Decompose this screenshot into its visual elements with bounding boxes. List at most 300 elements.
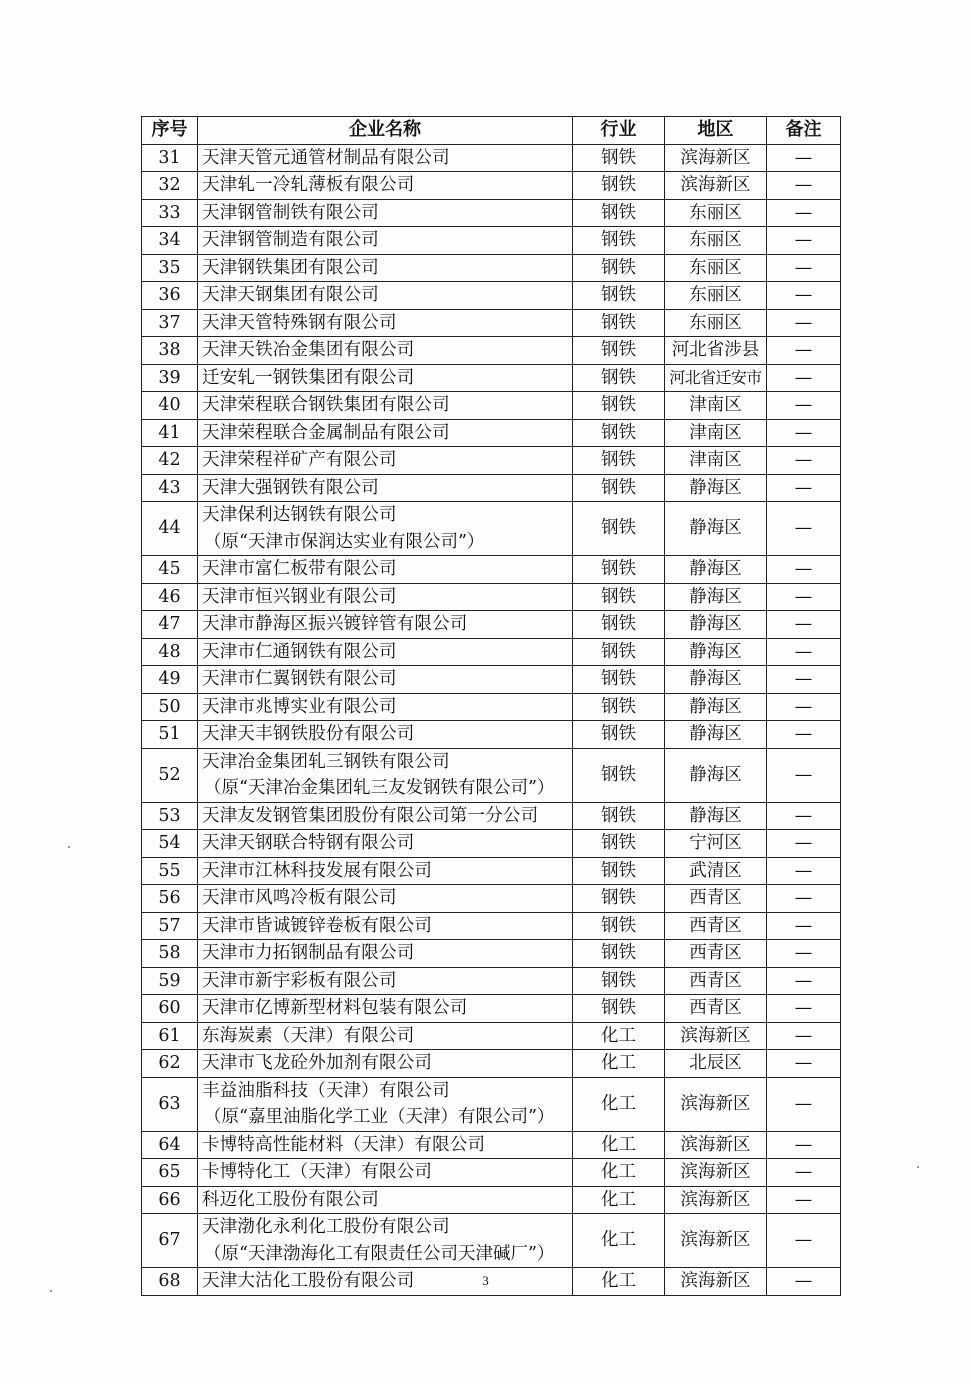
enterprise-name [198,1214,573,1268]
row-number: 47 [142,611,198,639]
region-cell [665,364,767,392]
table-row [142,254,841,282]
row-number: 37 [142,309,198,337]
scan-speck [917,1166,919,1168]
region-cell [665,1159,767,1187]
region-cell [665,857,767,885]
row-number: 48 [142,638,198,666]
enterprise-name [198,309,573,337]
region-text: 河北省迁安市 [669,367,762,387]
enterprise-name [198,172,573,200]
row-number: 42 [142,447,198,475]
note-cell: — [767,309,841,337]
industry-cell: 钢铁 [573,227,665,255]
enterprise-name [198,337,573,365]
enterprise-name [198,282,573,310]
enterprise-name-line: 天津市皆诚镀锌卷板有限公司 [202,915,433,936]
region-text: 东丽区 [689,230,742,250]
region-text: 静海区 [689,559,742,579]
note-cell: — [767,172,841,200]
row-number: 49 [142,666,198,694]
row-number: 61 [142,1022,198,1050]
region-text: 西青区 [689,943,742,963]
enterprise-name-line: 天津友发钢管集团股份有限公司第一分公司 [202,805,539,826]
region-cell [665,337,767,365]
region-text: 滨海新区 [680,1271,751,1291]
enterprise-name-line: 天津保利达钢铁有限公司 [202,505,397,525]
row-number: 60 [142,995,198,1023]
region-text: 静海区 [689,614,742,634]
note-cell: — [767,144,841,172]
row-number: 45 [142,556,198,584]
note-cell: — [767,857,841,885]
row-number: 57 [142,912,198,940]
table-row [142,967,841,995]
enterprise-name [198,502,573,556]
enterprise-table [141,116,841,1296]
table-row [142,1159,841,1187]
industry-cell: 钢铁 [573,857,665,885]
enterprise-name-line: 天津天铁冶金集团有限公司 [202,340,415,360]
table-row [142,502,841,556]
row-number: 68 [142,1268,198,1296]
region-cell [665,583,767,611]
region-cell [665,172,767,200]
enterprise-name-line: 丰益油脂科技（天津）有限公司 [202,1080,450,1101]
industry-cell: 钢铁 [573,556,665,584]
row-number: 39 [142,364,198,392]
region-text: 静海区 [689,805,742,826]
table-row [142,172,841,200]
enterprise-name [198,885,573,913]
note-cell: — [767,1077,841,1131]
table-row [142,693,841,721]
header-note: 备注 [767,117,841,145]
enterprise-name [198,830,573,858]
region-cell [665,1186,767,1214]
region-cell [665,611,767,639]
table-row [142,748,841,802]
region-cell [665,940,767,968]
industry-cell: 钢铁 [573,721,665,749]
note-cell: — [767,556,841,584]
note-cell: — [767,611,841,639]
row-number: 32 [142,172,198,200]
industry-cell: 钢铁 [573,474,665,502]
region-text: 东丽区 [689,285,742,305]
industry-cell: 化工 [573,1077,665,1131]
row-number: 62 [142,1050,198,1078]
table-row [142,1186,841,1214]
note-cell: — [767,419,841,447]
region-text: 津南区 [689,422,742,443]
table-body [142,144,841,1295]
row-number: 54 [142,830,198,858]
note-cell: — [767,693,841,721]
enterprise-name-line: 天津钢管制铁有限公司 [202,202,379,223]
table-row [142,1022,841,1050]
region-text: 滨海新区 [680,1189,751,1210]
enterprise-name-line: 天津市亿博新型材料包装有限公司 [202,998,468,1018]
enterprise-name-line: 天津冶金集团轧三钢铁有限公司 [202,751,450,772]
enterprise-name [198,144,573,172]
region-cell [665,144,767,172]
note-cell: — [767,748,841,802]
table-row [142,885,841,913]
region-text: 武清区 [689,860,742,881]
enterprise-name-line: 天津市仁翼钢铁有限公司 [202,669,397,689]
row-number: 35 [142,254,198,282]
table-header-row [142,117,841,145]
industry-cell: 钢铁 [573,254,665,282]
enterprise-name-line: 天津市力拓钢制品有限公司 [202,943,415,963]
row-number: 40 [142,392,198,420]
industry-cell: 钢铁 [573,995,665,1023]
region-text: 滨海新区 [680,1093,751,1114]
table-row [142,1131,841,1159]
table-row [142,611,841,639]
region-cell [665,1022,767,1050]
enterprise-name-line: 天津荣程祥矿产有限公司 [202,450,397,470]
scan-speck [68,846,70,848]
region-cell [665,830,767,858]
header-name: 企业名称 [198,117,573,145]
region-cell [665,556,767,584]
region-cell [665,502,767,556]
table-row [142,912,841,940]
note-cell: — [767,967,841,995]
region-text: 西青区 [689,915,742,936]
note-cell: — [767,254,841,282]
industry-cell: 钢铁 [573,693,665,721]
region-cell [665,227,767,255]
enterprise-name-line: 天津天钢集团有限公司 [202,285,379,305]
region-text: 津南区 [689,395,742,415]
region-text: 东丽区 [689,257,742,278]
industry-cell: 钢铁 [573,638,665,666]
row-number: 38 [142,337,198,365]
enterprise-name [198,693,573,721]
enterprise-name-line: 天津市风鸣冷板有限公司 [202,888,397,908]
enterprise-name-line: 天津市飞龙砼外加剂有限公司 [202,1053,433,1073]
enterprise-name-line: 天津轧一冷轧薄板有限公司 [202,175,415,195]
region-text: 滨海新区 [680,147,751,168]
enterprise-name-line: 天津市新宇彩板有限公司 [202,970,397,991]
enterprise-name-line: 天津荣程联合金属制品有限公司 [202,422,450,443]
region-text: 滨海新区 [680,175,751,195]
row-number: 63 [142,1077,198,1131]
enterprise-name-line: 天津渤化永利化工股份有限公司 [202,1217,450,1237]
enterprise-name-line: 天津市兆博实业有限公司 [202,696,397,717]
note-cell: — [767,1268,841,1296]
table-row [142,282,841,310]
row-number: 53 [142,802,198,830]
industry-cell: 钢铁 [573,144,665,172]
table-row [142,364,841,392]
row-number: 65 [142,1159,198,1187]
region-cell [665,254,767,282]
industry-cell: 化工 [573,1214,665,1268]
region-text: 津南区 [689,450,742,470]
table-row [142,1077,841,1131]
row-number: 51 [142,721,198,749]
enterprise-name-line: 天津市富仁板带有限公司 [202,559,397,579]
region-cell [665,666,767,694]
note-cell: — [767,885,841,913]
industry-cell: 钢铁 [573,666,665,694]
former-name-line: （原“嘉里油脂化学工业（天津）有限公司”） [204,1107,555,1127]
industry-cell: 钢铁 [573,419,665,447]
note-cell: — [767,364,841,392]
enterprise-name [198,638,573,666]
region-text: 宁河区 [689,833,742,853]
enterprise-name [198,474,573,502]
enterprise-name [198,1159,573,1187]
enterprise-name [198,802,573,830]
industry-cell: 钢铁 [573,940,665,968]
scan-speck [50,1290,52,1292]
industry-cell: 化工 [573,1131,665,1159]
enterprise-name-line: 天津市仁通钢铁有限公司 [202,641,397,662]
note-cell: — [767,721,841,749]
region-cell [665,802,767,830]
region-text: 静海区 [689,764,742,785]
table-row [142,857,841,885]
page-number: 3 [482,1273,489,1288]
enterprise-name [198,254,573,282]
enterprise-name-line: 天津天钢联合特钢有限公司 [202,833,415,853]
row-number: 58 [142,940,198,968]
industry-cell: 化工 [573,1268,665,1296]
industry-cell: 钢铁 [573,447,665,475]
enterprise-name-line: 天津大沽化工股份有限公司 [202,1271,415,1291]
enterprise-name-line: 卡博特化工（天津）有限公司 [202,1162,433,1182]
enterprise-name-line: 天津市恒兴钢业有限公司 [202,586,397,607]
former-name-line: （原“天津市保润达实业有限公司”） [204,531,485,552]
note-cell: — [767,1050,841,1078]
row-number: 46 [142,583,198,611]
enterprise-name-line: 天津大强钢铁有限公司 [202,477,379,498]
region-text: 滨海新区 [680,1025,751,1046]
region-cell [665,967,767,995]
industry-cell: 化工 [573,1159,665,1187]
enterprise-name [198,364,573,392]
note-cell: — [767,802,841,830]
note-cell: — [767,940,841,968]
industry-cell: 钢铁 [573,282,665,310]
note-cell: — [767,502,841,556]
row-number: 52 [142,748,198,802]
industry-cell: 化工 [573,1050,665,1078]
industry-cell: 钢铁 [573,199,665,227]
enterprise-name [198,447,573,475]
header-no: 序号 [142,117,198,145]
region-cell [665,1214,767,1268]
table-row [142,419,841,447]
region-cell [665,309,767,337]
enterprise-name [198,1050,573,1078]
enterprise-name-line: 天津市江林科技发展有限公司 [202,860,433,881]
note-cell: — [767,1131,841,1159]
row-number: 41 [142,419,198,447]
industry-cell: 化工 [573,1186,665,1214]
enterprise-name [198,912,573,940]
table-row [142,830,841,858]
note-cell: — [767,337,841,365]
former-name-line: （原“天津渤海化工有限责任公司天津碱厂”） [204,1243,555,1264]
region-text: 东丽区 [689,312,742,333]
region-cell [665,1077,767,1131]
region-cell [665,392,767,420]
table-row [142,309,841,337]
note-cell: — [767,666,841,694]
row-number: 50 [142,693,198,721]
region-cell [665,693,767,721]
note-cell: — [767,282,841,310]
header-region: 地区 [665,117,767,145]
region-text: 西青区 [689,888,742,908]
note-cell: — [767,912,841,940]
industry-cell: 钢铁 [573,337,665,365]
region-text: 静海区 [689,696,742,717]
industry-cell: 钢铁 [573,748,665,802]
enterprise-name [198,392,573,420]
enterprise-name-line: 迁安轧一钢铁集团有限公司 [202,367,415,388]
region-text: 北辰区 [689,1053,742,1073]
table-row [142,1050,841,1078]
table-row [142,940,841,968]
enterprise-name [198,227,573,255]
note-cell: — [767,392,841,420]
enterprise-name [198,857,573,885]
region-text: 滨海新区 [680,1162,751,1182]
region-text: 河北省涉县 [671,340,760,360]
table-row [142,1214,841,1268]
row-number: 59 [142,967,198,995]
enterprise-name [198,1077,573,1131]
enterprise-name [198,611,573,639]
enterprise-name [198,1022,573,1050]
enterprise-name [198,1131,573,1159]
region-text: 滨海新区 [680,1230,751,1251]
note-cell: — [767,1214,841,1268]
industry-cell: 钢铁 [573,611,665,639]
industry-cell: 钢铁 [573,583,665,611]
region-text: 滨海新区 [680,1134,751,1155]
header-industry: 行业 [573,117,665,145]
table-row [142,583,841,611]
enterprise-name-line: 天津钢铁集团有限公司 [202,257,379,278]
row-number: 44 [142,502,198,556]
region-cell [665,885,767,913]
region-cell [665,748,767,802]
table-row [142,556,841,584]
table-row [142,721,841,749]
region-cell [665,474,767,502]
enterprise-name [198,199,573,227]
enterprise-name-line: 天津天管元通管材制品有限公司 [202,147,450,168]
industry-cell: 钢铁 [573,802,665,830]
row-number: 66 [142,1186,198,1214]
enterprise-name [198,995,573,1023]
region-cell [665,1131,767,1159]
enterprise-name-line: 天津天管特殊钢有限公司 [202,312,397,333]
industry-cell: 钢铁 [573,912,665,940]
enterprise-name-line: 东海炭素（天津）有限公司 [202,1025,415,1046]
note-cell: — [767,199,841,227]
region-cell [665,282,767,310]
region-text: 静海区 [689,641,742,662]
note-cell: — [767,995,841,1023]
region-text: 静海区 [689,586,742,607]
note-cell: — [767,474,841,502]
region-text: 静海区 [689,477,742,498]
note-cell: — [767,1186,841,1214]
industry-cell: 钢铁 [573,502,665,556]
enterprise-name [198,666,573,694]
row-number: 34 [142,227,198,255]
region-text: 静海区 [689,724,742,744]
row-number: 33 [142,199,198,227]
region-text: 静海区 [689,518,742,539]
region-cell [665,721,767,749]
enterprise-name [198,419,573,447]
region-cell [665,638,767,666]
note-cell: — [767,1022,841,1050]
industry-cell: 钢铁 [573,830,665,858]
enterprise-name [198,556,573,584]
industry-cell: 钢铁 [573,364,665,392]
region-cell [665,419,767,447]
enterprise-name-line: 天津钢管制造有限公司 [202,230,379,250]
enterprise-name-line: 天津天丰钢铁股份有限公司 [202,724,415,744]
enterprise-name [198,721,573,749]
region-cell [665,447,767,475]
region-cell [665,995,767,1023]
enterprise-name-line: 天津荣程联合钢铁集团有限公司 [202,395,450,415]
region-text: 静海区 [689,669,742,689]
former-name-line: （原“天津冶金集团轧三友发钢铁有限公司”） [204,778,555,798]
table-row [142,638,841,666]
enterprise-name-line: 卡博特高性能材料（天津）有限公司 [202,1134,486,1155]
note-cell: — [767,227,841,255]
region-cell [665,912,767,940]
region-cell [665,199,767,227]
note-cell: — [767,1159,841,1187]
industry-cell: 钢铁 [573,309,665,337]
table-row [142,392,841,420]
region-text: 西青区 [689,998,742,1018]
enterprise-name [198,1186,573,1214]
table-row [142,995,841,1023]
table-row [142,199,841,227]
note-cell: — [767,830,841,858]
note-cell: — [767,638,841,666]
enterprise-name [198,748,573,802]
row-number: 36 [142,282,198,310]
industry-cell: 钢铁 [573,967,665,995]
table-row [142,802,841,830]
industry-cell: 钢铁 [573,172,665,200]
industry-cell: 化工 [573,1022,665,1050]
table-row [142,447,841,475]
row-number: 64 [142,1131,198,1159]
table-row [142,666,841,694]
enterprise-name-line: 科迈化工股份有限公司 [202,1189,379,1210]
table-row [142,227,841,255]
table-row [142,337,841,365]
note-cell: — [767,583,841,611]
